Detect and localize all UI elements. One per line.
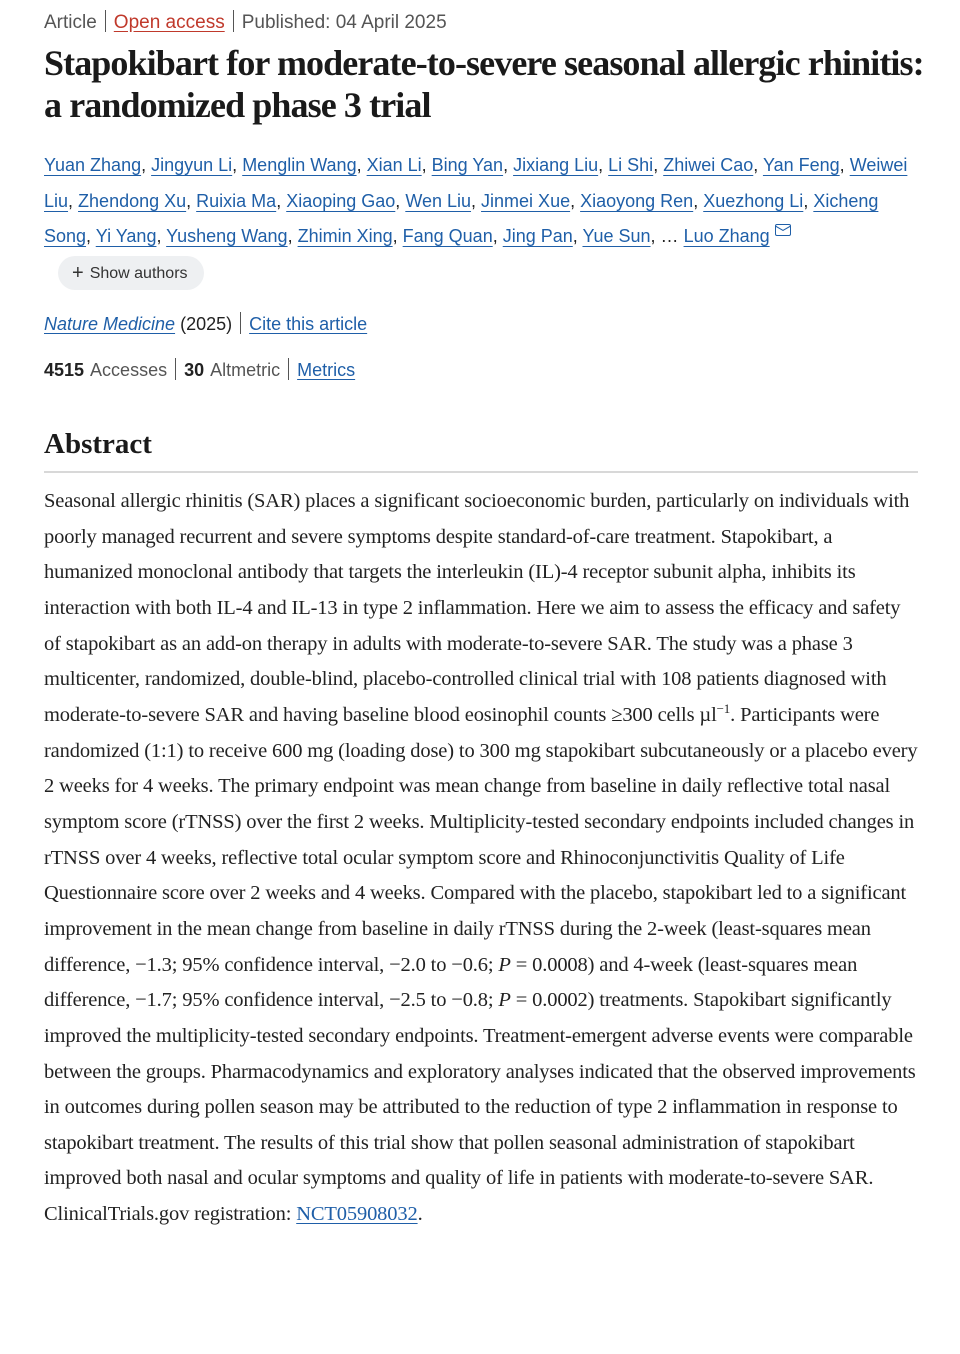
abstract-part-3: = 0.0002) treatments. Stapokibart significantly improved the multiplicity-tested secondary endpoints. Treatment-emergent adverse events were comparable between the groups. Pharmacodynamics and exploratory analyses indicated that the observed improvements in outcomes during pollen season may be attributed to the reduction of type 2 inflammation in response to stapokibart treatment. The results of this trial show that pollen seasonal administration of stapokibart improved both nasal and ocular symptoms and quality of life in patients with moderate-to-severe SAR. ClinicalTrials.gov registration:: [44, 989, 916, 1226]
author-link[interactable]: Zhimin Xing: [297, 226, 393, 247]
plus-icon: +: [72, 261, 84, 284]
authors-ellipsis: …: [660, 226, 679, 247]
corresponding-author-link[interactable]: Luo Zhang: [683, 226, 770, 247]
author-link[interactable]: Yan Feng: [762, 155, 840, 175]
meta-divider: [233, 10, 234, 32]
author-link[interactable]: Jing Pan: [502, 226, 573, 247]
author-link[interactable]: Jinmei Xue: [481, 190, 571, 211]
article-meta: [44, 10, 447, 34]
author-link[interactable]: Yue Sun: [582, 226, 651, 247]
article-metrics: [44, 358, 355, 381]
author-link[interactable]: Wen Liu: [405, 190, 472, 211]
abstract-end: .: [417, 1203, 423, 1226]
author-link[interactable]: Bing Yan: [431, 155, 504, 175]
author-link[interactable]: Fang Quan: [402, 226, 493, 247]
accesses-count: 4515: [44, 360, 85, 380]
author-link[interactable]: Xicheng Song: [44, 190, 879, 247]
clinical-trial-link[interactable]: NCT05908032: [296, 1203, 418, 1226]
author-link[interactable]: Ruixia Ma: [196, 190, 277, 211]
author-link[interactable]: Zhiwei Cao: [663, 155, 754, 175]
metrics-divider: [288, 358, 289, 380]
journal-divider: [240, 312, 241, 334]
author-link[interactable]: Li Shi: [608, 155, 654, 175]
author-link[interactable]: Yi Yang: [95, 226, 157, 247]
author-link[interactable]: Xian Li: [366, 155, 422, 175]
abstract-text: [44, 484, 918, 1233]
abstract-heading: Abstract: [44, 428, 152, 460]
author-link[interactable]: Jingyun Li: [151, 155, 233, 175]
author-link[interactable]: Jixiang Liu: [513, 155, 599, 175]
p-value-label: P: [498, 989, 511, 1012]
published-date: Published: 04 April 2025: [241, 12, 447, 33]
abstract-superscript: −1: [716, 701, 731, 717]
metrics-link[interactable]: Metrics: [297, 360, 356, 380]
metrics-divider: [175, 358, 176, 380]
article-title: Stapokibart for moderate-to-severe seasonal allergic rhinitis: a randomized phase 3 trial: [44, 43, 924, 125]
author-link[interactable]: Yusheng Wang: [166, 226, 288, 247]
open-access-link[interactable]: Open access: [113, 12, 225, 33]
abstract-divider: [44, 471, 918, 473]
show-authors-button[interactable]: [58, 256, 204, 290]
author-link[interactable]: Xiaoyong Ren: [580, 190, 694, 211]
altmetric-label: Altmetric: [210, 360, 281, 380]
journal-name-link[interactable]: Nature Medicine: [44, 314, 176, 334]
author-link[interactable]: Yuan Zhang: [44, 155, 142, 175]
p-value-label: P: [498, 953, 511, 976]
abstract-part-2: . Participants were randomized (1:1) to receive 600 mg (loading dose) to 300 mg stapokibart subcutaneously or a placebo every 2 weeks for 4 weeks. The primary endpoint was mean change from baseline in daily reflective total nasal symptom score (rTNSS) over the first 2 weeks. Multiplicity-tested secondary endpoints included changes in rTNSS over 4 weeks, reflective total ocular symptom score and Rhinoconjunctivitis Quality of Life Questionnaire score over 2 weeks and 4 weeks. Compared with the placebo, stapokibart led to a significant improvement in the mean change from baseline in daily rTNSS during the 2-week (least-squares mean difference, −1.3; 95% confidence interval, −2.0 to −0.6;: [44, 703, 918, 976]
journal-info: [44, 312, 367, 335]
article-type: Article: [44, 12, 97, 33]
mail-icon[interactable]: [775, 224, 791, 236]
altmetric-count: 30: [184, 360, 205, 380]
abstract-p1-value: = 0.0008) and 4-week (least-squares mean difference, −1.7; 95% confidence interval, −2.5 to −0.8;: [44, 953, 858, 1012]
meta-divider: [105, 10, 106, 32]
author-link[interactable]: Xiaoping Gao: [286, 190, 396, 211]
abstract-part-1: Seasonal allergic rhinitis (SAR) places a significant socioeconomic burden, particularly on individuals with poorly managed recurrent and severe symptoms despite standard-of-care treatment. Stapokibart, a humanized monoclonal antibody that targets the interleukin (IL)-4 receptor subunit alpha, inhibits its interaction with both IL-4 and IL-13 in type 2 inflammation. Here we aim to assess the efficacy and safety of stapokibart as an add-on therapy in adults with moderate-to-severe SAR. The study was a phase 3 multicenter, randomized, double-blind, placebo-controlled clinical trial with 108 patients diagnosed with moderate-to-severe SAR and having baseline blood eosinophil counts ≥300 cells µl: [44, 490, 910, 726]
cite-article-link[interactable]: Cite this article: [249, 314, 368, 334]
author-link[interactable]: Xuezhong Li: [703, 190, 804, 211]
show-authors-label: Show authors: [89, 264, 188, 282]
accesses-label: Accesses: [90, 360, 168, 380]
author-link[interactable]: Weiwei Liu: [44, 155, 908, 211]
author-link[interactable]: Menglin Wang: [242, 155, 357, 175]
author-link[interactable]: Zhendong Xu: [78, 190, 187, 211]
author-list: Yuan Zhang, Jingyun Li, Menglin Wang, Xian Li, Bing Yan, Jixiang Liu, Li Shi, Zhiwei Cao, Yan Feng, Weiwei Liu, Zhendong Xu, Ruixia Ma, Xiaoping Gao, Wen Liu, Jinmei Xue, Xiaoyong Ren, Xuezhong Li, Xicheng Song, Yi Yang, Yusheng Wang, Zhimin Xing, Fang Quan, Jing Pan, Yue Sun, … Luo Zhang+ Show authors: [44, 148, 924, 290]
journal-year: (2025): [180, 314, 233, 334]
